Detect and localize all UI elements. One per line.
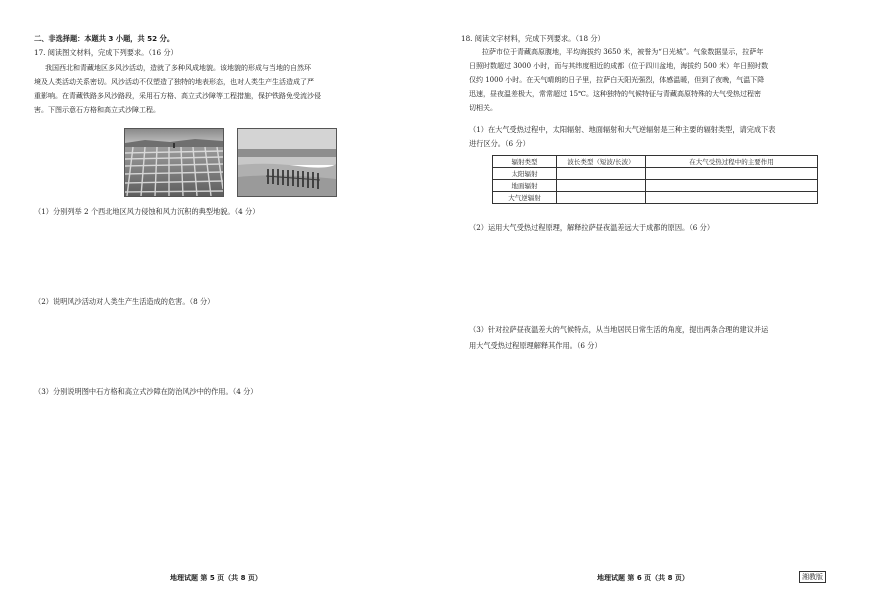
- table-cell-answer[interactable]: [646, 192, 818, 204]
- material-line: 我国西北和青藏地区多风沙活动，造就了多种风成地貌。该地貌的形成与当地的自然环: [45, 64, 311, 72]
- table-cell-answer[interactable]: [646, 180, 818, 192]
- radiation-table: [492, 155, 818, 204]
- table-row: [493, 180, 818, 192]
- stone-checkerboard-photo: [124, 128, 224, 197]
- table-cell-answer[interactable]: [557, 168, 646, 180]
- q17-sub1: （1）分别列举 2 个西北地区风力侵蚀和风力沉积的典型地貌。（4 分）: [34, 207, 260, 216]
- material-line: 日照时数超过 3000 小时，而与其纬度相近的成都（位于四川盆地，海拔约 500 米）年日照时数: [469, 62, 769, 70]
- material-line: 境及人类活动关系密切。风沙活动不仅塑造了独特的地表形态，也对人类生产生活造成了严: [34, 78, 314, 86]
- table-cell-type: 地面辐射: [493, 180, 557, 192]
- left-page-footer: 地理试题 第 5 页（共 8 页）: [170, 574, 262, 582]
- table-cell-answer[interactable]: [646, 168, 818, 180]
- material-line: 害。下图示意石方格和高立式沙障工程。: [34, 106, 160, 114]
- q17-sub2: （2）说明风沙活动对人类生产生活造成的危害。（8 分）: [34, 297, 215, 306]
- table-cell-type: 大气逆辐射: [493, 192, 557, 204]
- table-header: 波长类型（短波/长波）: [557, 156, 646, 168]
- table-cell-answer[interactable]: [557, 180, 646, 192]
- material-line: 切相关。: [469, 104, 497, 112]
- q17-header: 17. 阅读图文材料，完成下列要求。（16 分）: [34, 48, 178, 57]
- q18-sub1-line: 进行区分。（6 分）: [469, 139, 530, 148]
- section-title: 二、非选择题：本题共 3 小题，共 52 分。: [34, 34, 175, 43]
- material-line: 仅约 1000 小时。在天气晴朗的日子里，拉萨白天阳光强烈，体感温暖，但到了夜晚，气温下降: [469, 76, 765, 84]
- material-line: 迅速，昼夜温差极大，常常超过 15℃。这种独特的气候特征与青藏高原特殊的大气受热过程密: [469, 90, 761, 98]
- material-line: 重影响。在青藏铁路多风沙路段，采用石方格、高立式沙障等工程措施，保护铁路免受流沙侵: [34, 92, 321, 100]
- table-header: 在大气受热过程中的主要作用: [646, 156, 818, 168]
- material-line: 拉萨市位于青藏高原腹地，平均海拔约 3650 米，被誉为“日光城”。气象数据显示，拉萨年: [482, 48, 764, 56]
- q18-sub3-line: （3）针对拉萨昼夜温差大的气候特点，从当地居民日常生活的角度，提出两条合理的建议并运: [469, 325, 769, 334]
- table-header: 辐射类型: [493, 156, 557, 168]
- right-page-footer: 地理试题 第 6 页（共 8 页）: [597, 574, 689, 582]
- q18-sub3-line: 用大气受热过程原理解释其作用。（6 分）: [469, 341, 602, 350]
- table-row: [493, 192, 818, 204]
- table-cell-answer[interactable]: [557, 192, 646, 204]
- q17-sub3: （3）分别说明图中石方格和高立式沙障在防治风沙中的作用。（4 分）: [34, 387, 258, 396]
- q18-sub1-line: （1）在大气受热过程中，太阳辐射、地面辐射和大气逆辐射是三种主要的辐射类型，请完成下表: [469, 125, 776, 134]
- q18-header: 18. 阅读文字材料，完成下列要求。（18 分）: [461, 34, 605, 43]
- edition-badge: 湘教版: [799, 571, 826, 583]
- table-cell-type: 太阳辐射: [493, 168, 557, 180]
- high-sand-barrier-photo: [237, 128, 337, 197]
- table-header-row: [493, 156, 818, 168]
- q18-sub2: （2）运用大气受热过程原理，解释拉萨昼夜温差远大于成都的原因。（6 分）: [469, 223, 715, 232]
- table-row: [493, 168, 818, 180]
